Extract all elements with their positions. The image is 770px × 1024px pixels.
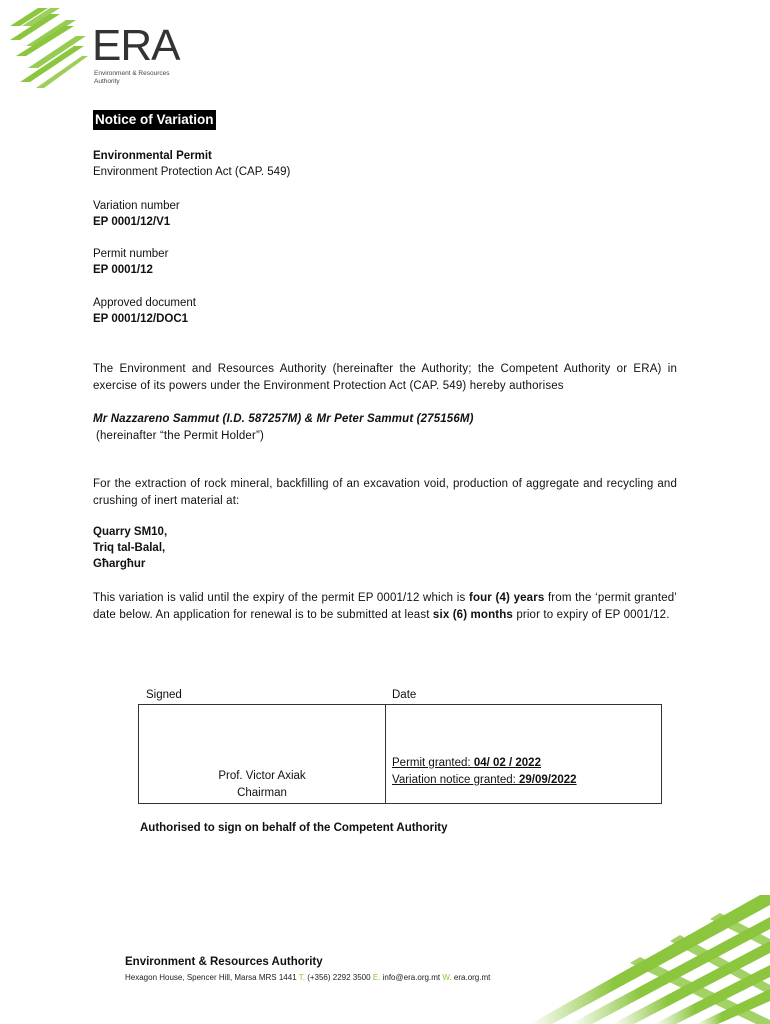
footer-website: era.org.mt: [453, 973, 491, 982]
signatory-role: Chairman: [237, 787, 287, 799]
authority-paragraph: The Environment and Resources Authority (hereinafter the Authority; the Competent Authority or ERA) in exercise of its powers under the Environment Protection Act (CAP. 549) hereby authorises: [93, 363, 677, 392]
approved-document-label: Approved document: [93, 297, 196, 309]
permit-holder-names: Mr Nazzareno Sammut (I.D. 587257M) & Mr Peter Sammut (275156M): [93, 413, 474, 425]
approved-document-value: EP 0001/12/DOC1: [93, 313, 189, 325]
footer-address: Hexagon House, Spencer Hill, Marsa MRS 1441: [125, 973, 297, 982]
logo-wordmark: ERA: [92, 21, 180, 70]
logo-subtitle-line1: Environment & Resources: [94, 70, 170, 77]
renewal-notice-period: six (6) months: [432, 608, 513, 621]
footer-phone-label: T.: [298, 973, 305, 982]
authorised-note: Authorised to sign on behalf of the Competent Authority: [140, 822, 448, 834]
site-line-2: Triq tal-Balal,: [93, 542, 166, 554]
footer-web-label: W.: [442, 973, 452, 982]
date-label: Date: [392, 689, 417, 701]
document-title: Notice of Variation: [93, 110, 216, 130]
permit-granted-label: Permit granted:: [392, 757, 474, 769]
footer-contact: [125, 973, 490, 982]
signed-label: Signed: [146, 689, 182, 701]
signatory-name: Prof. Victor Axiak: [218, 770, 306, 782]
permit-number-label: Permit number: [93, 248, 169, 260]
site-line-1: Quarry SM10,: [93, 526, 168, 538]
validity-paragraph: [93, 590, 677, 623]
signature-cell: [139, 705, 386, 804]
logo-subtitle-line2: Authority: [94, 77, 120, 85]
site-line-3: Għargħur: [93, 558, 146, 570]
variation-granted-line: [392, 772, 661, 789]
variation-number-label: Variation number: [93, 200, 180, 212]
variation-granted-label: Variation notice granted:: [392, 774, 520, 786]
approved-document-block: [93, 295, 196, 327]
permit-heading: Environmental Permit: [93, 150, 212, 162]
permit-holder-note: (hereinafter “the Permit Holder”): [96, 429, 264, 442]
footer-phone: (+356) 2292 3500: [307, 973, 371, 982]
date-cell: [386, 705, 662, 804]
era-logo: [8, 6, 198, 90]
variation-granted-date: 29/09/2022: [519, 774, 577, 786]
permit-number-value: EP 0001/12: [93, 264, 153, 276]
permit-granted-date: 04/ 02 / 2022: [473, 757, 541, 769]
logo-subtitle: [94, 70, 204, 85]
era-logo-icon: [8, 6, 92, 90]
footer-email: info@era.org.mt: [382, 973, 441, 982]
permit-act: Environment Protection Act (CAP. 549): [93, 166, 291, 178]
validity-text-3: prior to expiry of EP 0001/12.: [512, 608, 670, 621]
permit-holder-block: [93, 411, 677, 444]
footer-email-label: E.: [372, 973, 381, 982]
variation-number-block: [93, 198, 180, 230]
signature-table: [138, 704, 662, 804]
validity-duration: four (4) years: [468, 592, 545, 604]
permit-granted-line: [392, 755, 661, 772]
validity-text-1: This variation is valid until the expiry of the permit EP 0001/12 which is: [93, 592, 469, 604]
footer-org-name: Environment & Resources Authority: [125, 956, 323, 968]
purpose-paragraph: For the extraction of rock mineral, backfilling of an excavation void, production of aggregate and recycling and crushing of inert material at:: [93, 478, 677, 507]
site-address: [93, 524, 167, 572]
variation-number-value: EP 0001/12/V1: [93, 216, 171, 228]
permit-heading-block: [93, 148, 290, 180]
permit-number-block: [93, 246, 168, 278]
footer-stripes-decoration: [530, 895, 770, 1024]
validity-text-2: from the ‘permit granted’ date below. An application for renewal is to be submitted at least: [93, 592, 677, 621]
